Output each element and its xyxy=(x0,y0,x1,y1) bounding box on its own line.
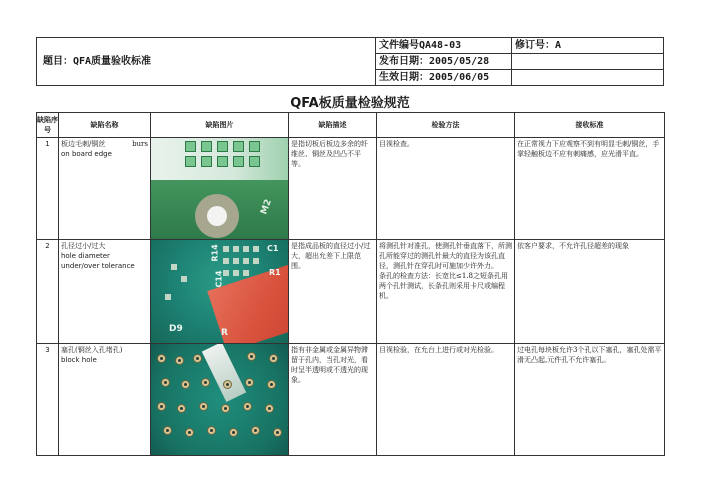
column-header-no: 缺陷序号 xyxy=(37,113,59,138)
acceptance-criteria: 在正常视力下应观察不到有明显毛刺/铜丝，手掌轻触板边不应有刺痛感，应光滑平直。 xyxy=(515,138,665,240)
acceptance-criteria: 过电孔每块板允许3个孔以下塞孔，塞孔处需平滑无凸起,元件孔不允许塞孔。 xyxy=(515,344,665,456)
defect-no: 2 xyxy=(37,240,59,344)
defect-name xyxy=(59,344,151,456)
silkscreen-d9: D9 xyxy=(169,324,183,334)
document-subject: 题目：QFA质量验收标准 xyxy=(37,38,376,85)
inspection-method xyxy=(377,240,515,344)
silkscreen-r: R xyxy=(221,328,228,338)
defect-name-en: block hole xyxy=(61,356,97,364)
table-row xyxy=(37,240,665,344)
header-blank-cell xyxy=(512,54,663,70)
defect-name-cn: 塞孔(铜丝入孔堵孔) xyxy=(61,346,123,354)
column-header-method: 检验方法 xyxy=(377,113,515,138)
silkscreen-mark: M2 xyxy=(259,198,274,216)
defect-picture-cell xyxy=(151,344,289,456)
defect-name-en: on board edge xyxy=(61,150,112,158)
defect-description: 指有非金属或金属异物滞留于孔内，当孔对光，看时呈半透明或不透光的现象。 xyxy=(289,344,377,456)
defect-picture-cell xyxy=(151,240,289,344)
issue-date: 发布日期：2005/05/28 xyxy=(376,54,512,70)
defect-name xyxy=(59,240,151,344)
column-header-name: 缺陷名称 xyxy=(59,113,151,138)
effective-date: 生效日期：2005/06/05 xyxy=(376,70,512,85)
document-title: QFA板质量检验规范 xyxy=(290,96,410,111)
defect-name-en: hole diameter xyxy=(61,252,110,260)
column-header-picture: 缺陷图片 xyxy=(151,113,289,138)
column-header-description: 缺陷描述 xyxy=(289,113,377,138)
document-number: 文件编号QA48-03 xyxy=(376,38,512,54)
defect-photo-hole-diameter xyxy=(151,240,288,343)
revision-number: 修订号：A xyxy=(512,38,663,54)
table-row xyxy=(37,344,665,456)
inspection-method-text: 将测孔针对准孔，使测孔针垂直落下，所测孔所能穿过的测孔针最大的直径为该孔直径，测孔针在穿孔时可施加少许外力。 xyxy=(379,242,512,270)
silkscreen-r14: R14 xyxy=(210,244,220,262)
defect-photo-block-hole xyxy=(151,344,288,455)
inspection-method: 目视检查。 xyxy=(377,138,515,240)
defect-name-cn: 孔径过小/过大 xyxy=(61,242,106,250)
defect-picture-cell xyxy=(151,138,289,240)
defect-no: 3 xyxy=(37,344,59,456)
silkscreen-c14: C14 xyxy=(214,270,224,288)
silkscreen-r1: R1 xyxy=(269,268,281,277)
defect-no: 1 xyxy=(37,138,59,240)
inspection-method: 目视检验，在允台上进行或对光检验。 xyxy=(377,344,515,456)
defect-table xyxy=(36,112,665,456)
column-header-criteria: 接收标准 xyxy=(515,113,665,138)
inspection-method-slot: 条孔的检查方法：长宽比≤1.8之短条孔用两个孔针测试，长条孔则采用卡尺或编程机。 xyxy=(379,272,508,300)
table-row xyxy=(37,138,665,240)
document-header xyxy=(36,37,664,86)
defect-name-en-2: under/over tolerance xyxy=(61,262,135,270)
acceptance-criteria: 依客户要求，不允许孔径超差的现象 xyxy=(515,240,665,344)
defect-name-cn: 板边毛刺/铜丝 xyxy=(61,140,106,148)
table-header-row xyxy=(37,113,665,138)
defect-name-en-tail: burs xyxy=(132,140,148,148)
silkscreen-c1: C1 xyxy=(267,244,279,253)
defect-photo-burs xyxy=(151,138,288,239)
defect-description: 是指成品板的直径过小/过大，超出允差下上限范围。 xyxy=(289,240,377,344)
defect-name xyxy=(59,138,151,240)
defect-description: 是指切板后板边多余的纤维丝、铜丝及凹凸不平等。 xyxy=(289,138,377,240)
